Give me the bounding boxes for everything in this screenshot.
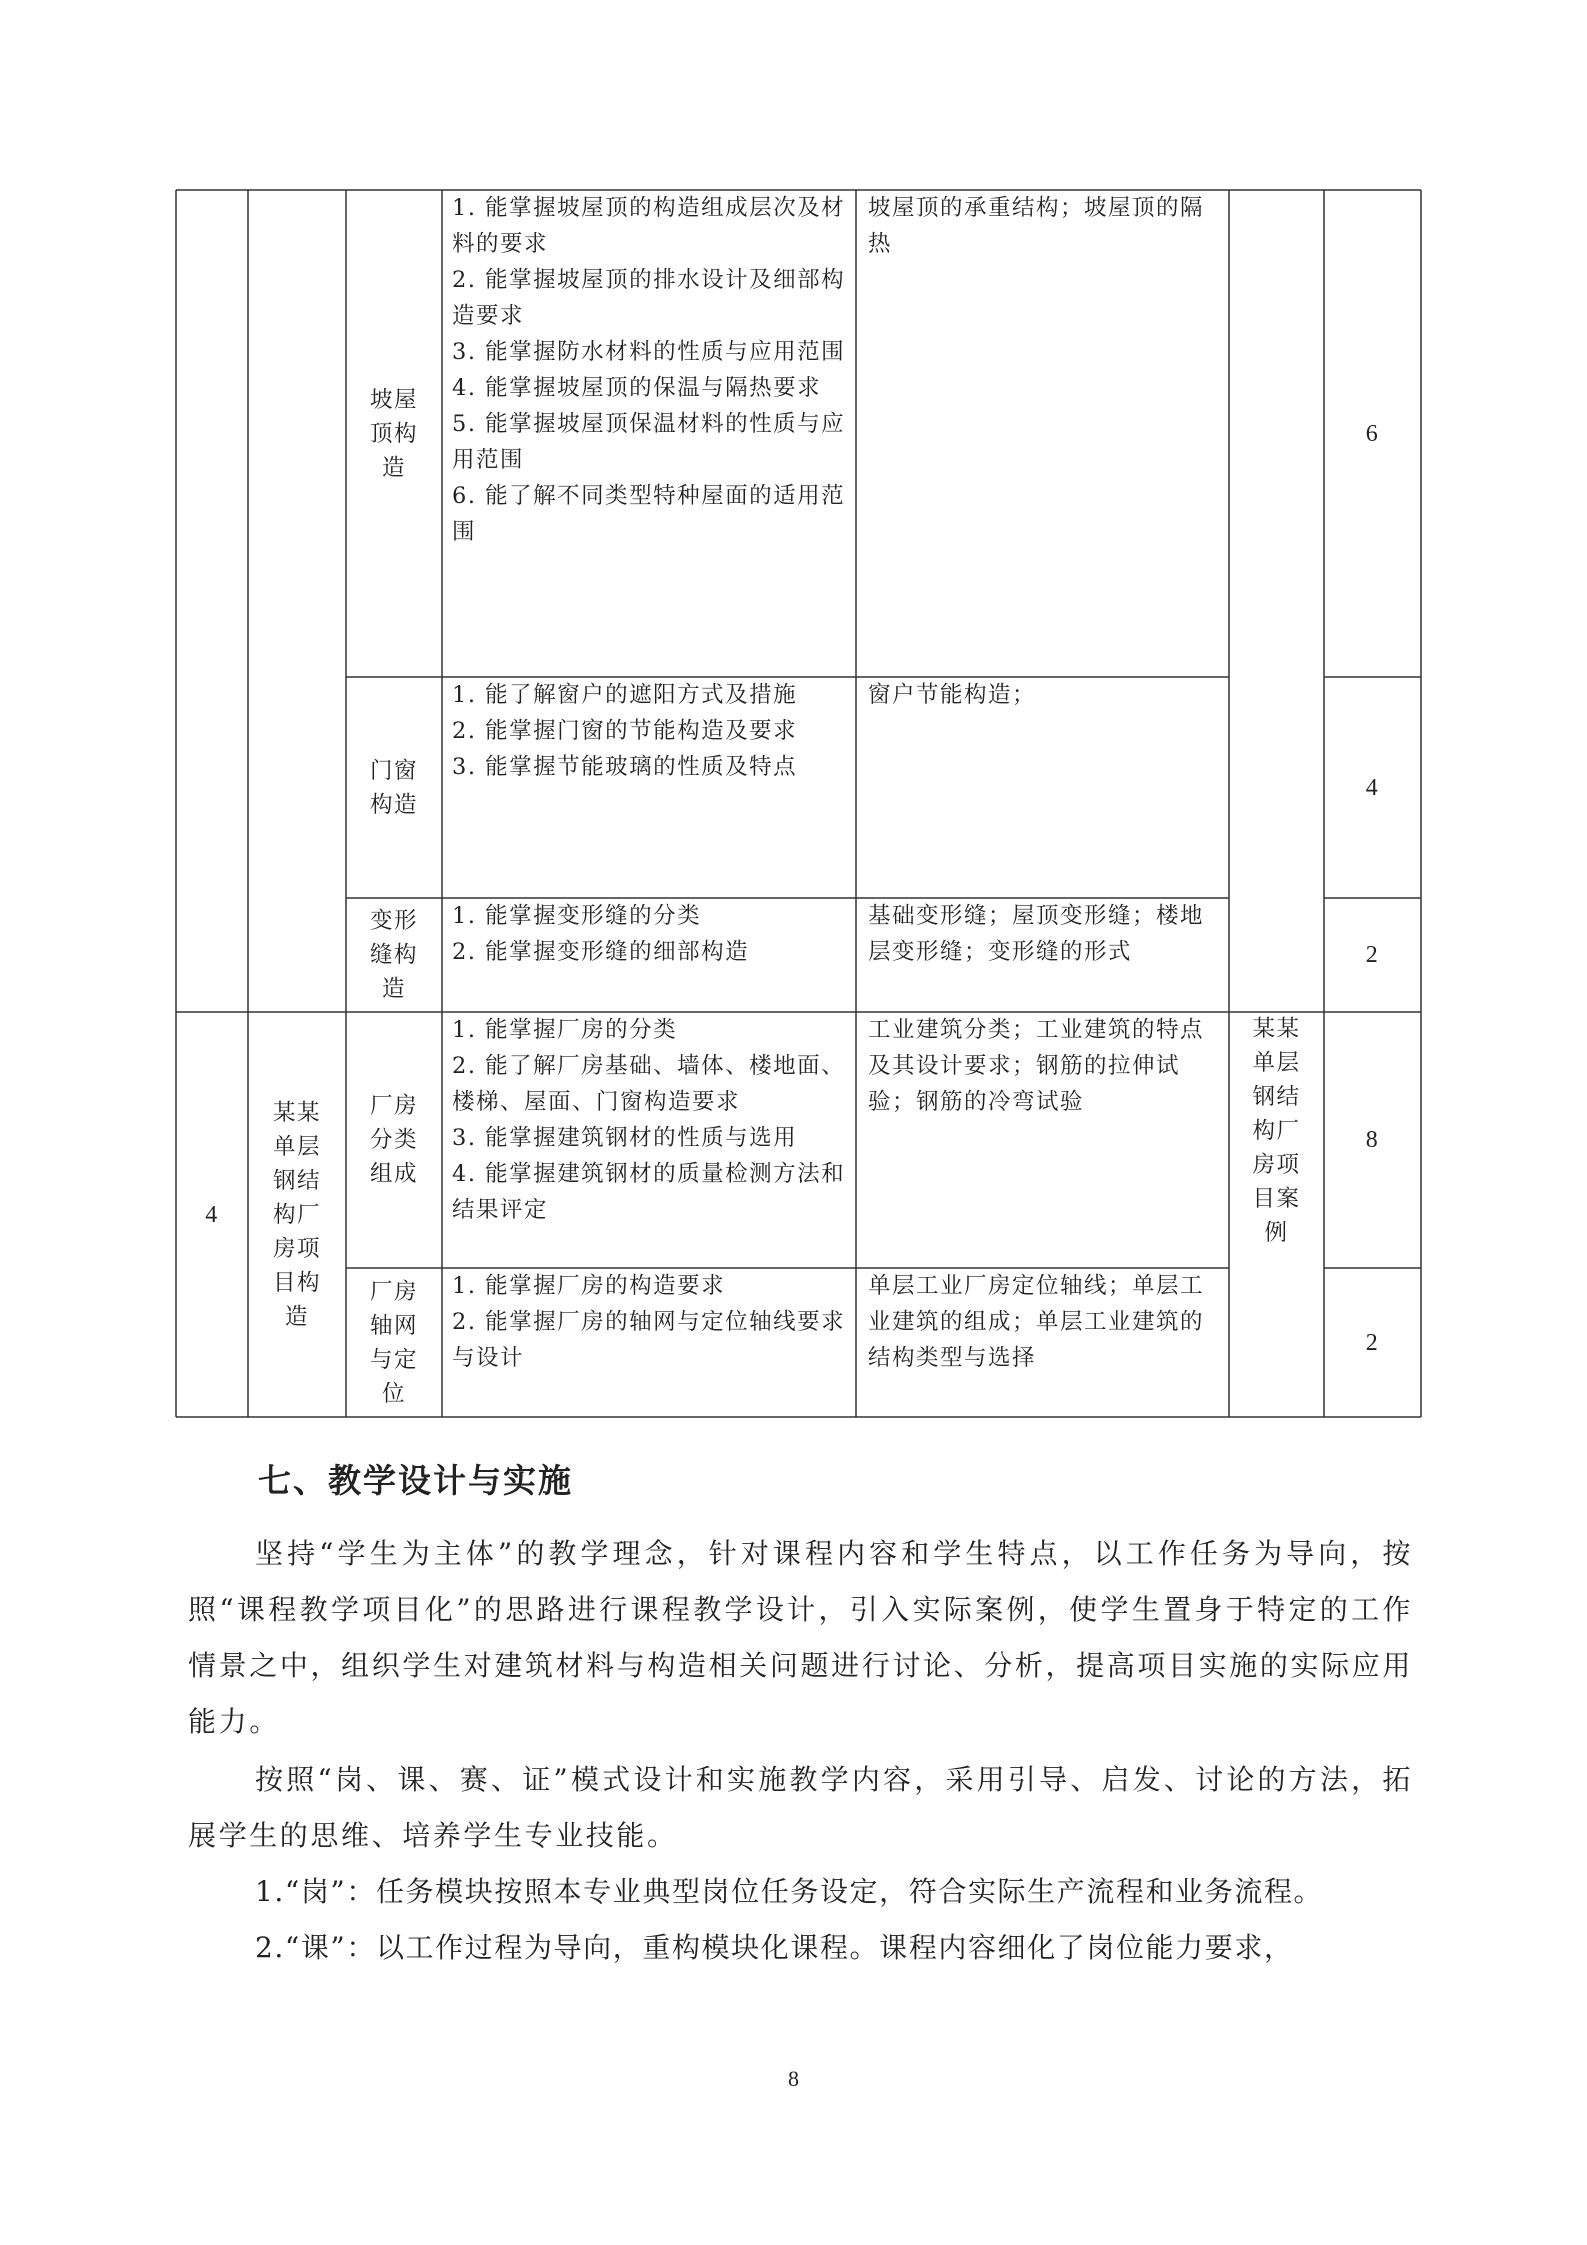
objective-item: 6. 能了解不同类型特种屋面的适用范围 xyxy=(452,483,846,545)
objectives-cell xyxy=(452,677,846,785)
body-paragraph: 坚持“学生为主体”的教学理念，针对课程内容和学生特点，以工作任务为导向，按照“课程教学项目化”的思路进行课程教学设计，引入实际案例，使学生置身于特定的工作情景之中，组织学生对建筑材料与构造相关问题进行讨论、分析，提高项目实施的实际应用能力。 xyxy=(188,1537,1413,1738)
page-number: 8 xyxy=(788,2066,799,2091)
objective-item: 3. 能掌握防水材料的性质与应用范围 xyxy=(452,339,846,365)
objective-item: 1. 能掌握厂房的构造要求 xyxy=(452,1273,726,1299)
unit-name: 门窗构造 xyxy=(369,757,418,818)
hours-cell: 4 xyxy=(1365,774,1380,801)
case-cell xyxy=(1229,1012,1324,1282)
unit-cell xyxy=(346,677,442,898)
unit-cell xyxy=(346,1012,442,1268)
objectives-cell xyxy=(452,1268,846,1376)
content-cell: 基础变形缝；屋顶变形缝；楼地层变形缝；变形缝的形式 xyxy=(868,903,1205,965)
objective-item: 4. 能掌握坡屋顶的保温与隔热要求 xyxy=(452,375,822,401)
content-cell: 坡屋顶的承重结构；坡屋顶的隔热 xyxy=(868,195,1205,257)
content-cell: 工业建筑分类；工业建筑的特点及其设计要求；钢筋的拉伸试验；钢筋的冷弯试验 xyxy=(868,1017,1205,1115)
objectives-cell xyxy=(452,898,846,970)
objective-item: 3. 能掌握建筑钢材的性质与选用 xyxy=(452,1125,798,1151)
objective-item: 1. 能掌握坡屋顶的构造组成层次及材料的要求 xyxy=(452,195,846,257)
objective-item: 2. 能掌握厂房的轴网与定位轴线要求与设计 xyxy=(452,1309,846,1371)
hours-cell: 2 xyxy=(1365,942,1380,968)
hours-cell: 6 xyxy=(1365,420,1380,447)
objectives-cell xyxy=(452,1012,846,1228)
hours-cell: 8 xyxy=(1365,1127,1380,1153)
objectives-cell xyxy=(452,190,846,550)
unit-name: 变形缝构造 xyxy=(369,908,418,1002)
body-paragraph: 1.“岗”：任务模块按照本专业典型岗位任务设定，符合实际生产流程和业务流程。 xyxy=(255,1875,1324,1908)
unit-cell xyxy=(346,190,442,677)
objective-item: 2. 能掌握坡屋顶的排水设计及细部构造要求 xyxy=(452,267,846,329)
objective-item: 5. 能掌握坡屋顶保温材料的性质与应用范围 xyxy=(452,411,846,473)
objective-item: 1. 能了解窗户的遮阳方式及措施 xyxy=(452,682,798,708)
content-cell: 单层工业厂房定位轴线；单层工业建筑的组成；单层工业建筑的结构类型与选择 xyxy=(868,1273,1205,1371)
project-name: 某某单层钢结构厂房项目构造 xyxy=(272,1099,321,1330)
objective-item: 1. 能掌握变形缝的分类 xyxy=(452,903,702,929)
section-heading: 七、教学设计与实施 xyxy=(258,1461,573,1500)
unit-name: 坡屋顶构造 xyxy=(369,386,418,481)
objective-item: 3. 能掌握节能玻璃的性质及特点 xyxy=(452,754,798,780)
objective-item: 2. 能了解厂房基础、墙体、楼地面、楼梯、屋面、门窗构造要求 xyxy=(452,1053,846,1115)
objective-item: 1. 能掌握厂房的分类 xyxy=(452,1017,678,1043)
unit-name: 厂房轴网与定位 xyxy=(369,1278,418,1407)
body-paragraph: 按照“岗、课、赛、证”模式设计和实施教学内容，采用引导、启发、讨论的方法，拓展学生的思维、培养学生专业技能。 xyxy=(188,1763,1413,1852)
hours-cell: 2 xyxy=(1365,1329,1380,1356)
seq-cell: 4 xyxy=(205,1201,219,1228)
unit-cell xyxy=(346,1268,442,1417)
case-name: 某某单层钢结构厂房项目案例 xyxy=(1252,1016,1301,1246)
body-paragraph: 2.“课”：以工作过程为导向，重构模块化课程。课程内容细化了岗位能力要求， xyxy=(255,1931,1294,1964)
content-cell: 窗户节能构造； xyxy=(868,682,1037,708)
objective-item: 2. 能掌握门窗的节能构造及要求 xyxy=(452,718,798,744)
unit-name: 厂房分类组成 xyxy=(369,1093,418,1187)
objective-item: 4. 能掌握建筑钢材的质量检测方法和结果评定 xyxy=(452,1161,846,1223)
objective-item: 2. 能掌握变形缝的细部构造 xyxy=(452,939,750,965)
project-cell xyxy=(248,1012,346,1417)
unit-cell xyxy=(346,898,442,1012)
